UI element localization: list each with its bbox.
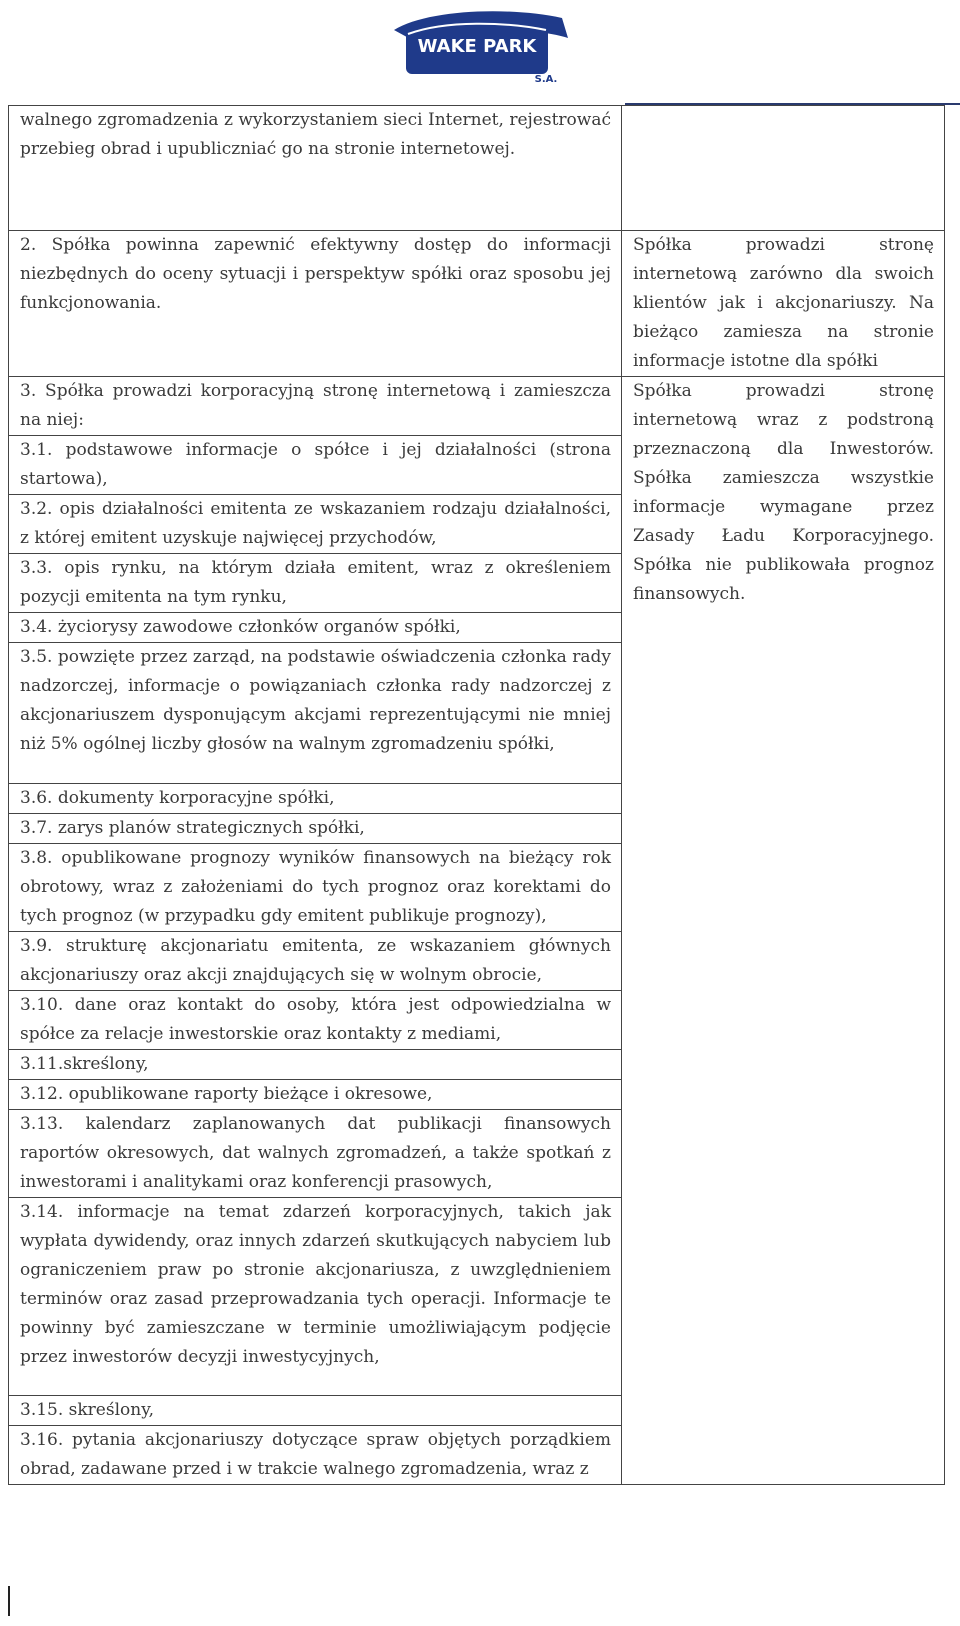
principle-text: 3.6. dokumenty korporacyjne spółki, <box>20 788 335 808</box>
right-cell <box>622 106 945 231</box>
table-row <box>9 106 945 231</box>
principle-text: 3.4. życiorysy zawodowe członków organów spółki, <box>20 617 461 637</box>
company-comment-text: Spółka prowadzi stronę internetową wraz z podstroną przeznaczoną dla Inwestorów. Spółka zamieszcza wszystkie informacje wymagane przez Zasady Ładu Korporacyjnego. Spółka nie publikowała prognoz finansowych. <box>633 381 934 604</box>
principle-text: 3.15. skreślony, <box>20 1400 154 1420</box>
principle-text: 3.11.skreślony, <box>20 1054 149 1074</box>
wake-park-logo <box>386 8 574 86</box>
logo-text: WAKE PARK <box>417 36 537 57</box>
company-comment-text: Spółka prowadzi stronę internetową zarówno dla swoich klientów jak i akcjonariuszy. Na bieżąco zamiesza na stronie informacje istotne dla spółki <box>633 235 934 371</box>
logo-suffix: S.A. <box>534 74 558 85</box>
left-cell <box>9 1198 622 1396</box>
page-edge-mark <box>8 1586 10 1616</box>
left-cell <box>9 1396 622 1426</box>
left-cell <box>9 1110 622 1198</box>
left-cell <box>9 613 622 643</box>
principle-text: 3.14. informacje na temat zdarzeń korporacyjnych, takich jak wypłata dywidendy, oraz innych zdarzeń skutkujących nabyciem lub ograniczeniem praw po stronie akcjonariusza, z uwzględnieniem terminów oraz zasad przeprowadzania tych operacji. Informacje te powinny być zamieszczane w terminie umożliwiającym podjęcie przez inwestorów decyzji inwestycyjnych, <box>20 1202 611 1367</box>
principle-text: 2. Spółka powinna zapewnić efektywny dostęp do informacji niezbędnych do oceny sytuacji i perspektyw spółki oraz sposobu jej funkcjonowania. <box>20 235 611 313</box>
left-cell <box>9 554 622 613</box>
left-cell <box>9 1080 622 1110</box>
left-cell <box>9 814 622 844</box>
left-cell <box>9 643 622 784</box>
principle-text: 3.13. kalendarz zaplanowanych dat publikacji finansowych raportów okresowych, dat walnych zgromadzeń, a także spotkań z inwestorami i analitykami oraz konferencji prasowych, <box>20 1114 611 1192</box>
table-body <box>9 106 945 1485</box>
principle-text: 3.3. opis rynku, na którym działa emitent, wraz z określeniem pozycji emitenta na tym rynku, <box>20 558 611 607</box>
left-cell <box>9 1050 622 1080</box>
principle-text: 3.2. opis działalności emitenta ze wskazaniem rodzaju działalności, z której emitent uzyskuje najwięcej przychodów, <box>20 499 611 548</box>
left-cell <box>9 495 622 554</box>
principle-text: 3.12. opublikowane raporty bieżące i okresowe, <box>20 1084 433 1104</box>
left-cell <box>9 932 622 991</box>
right-cell <box>622 231 945 377</box>
principle-text: 3.5. powzięte przez zarząd, na podstawie oświadczenia członka rady nadzorczej, informacje o powiązaniach członka rady nadzorczej z akcjonariuszem dysponującym akcjami reprezentującymi nie mniej niż 5% ogólnej liczby głosów na walnym zgromadzeniu spółki, <box>20 647 611 754</box>
left-cell <box>9 377 622 436</box>
principle-text: 3. Spółka prowadzi korporacyjną stronę internetową i zamieszcza na niej: <box>20 381 611 430</box>
table-row <box>9 377 945 436</box>
right-cell <box>622 377 945 1485</box>
governance-table <box>8 105 945 1485</box>
principle-text: 3.8. opublikowane prognozy wyników finansowych na bieżący rok obrotowy, wraz z założeniami do tych prognoz oraz korektami do tych prognoz (w przypadku gdy emitent publikuje prognozy), <box>20 848 611 926</box>
principle-text: 3.9. strukturę akcjonariatu emitenta, ze wskazaniem głównych akcjonariuszy oraz akcji znajdujących się w wolnym obrocie, <box>20 936 611 985</box>
left-cell <box>9 436 622 495</box>
principle-text: walnego zgromadzenia z wykorzystaniem sieci Internet, rejestrować przebieg obrad i upubliczniać go na stronie internetowej. <box>20 110 611 159</box>
table-row <box>9 231 945 377</box>
principle-text: 3.10. dane oraz kontakt do osoby, która jest odpowiedzialna w spółce za relacje inwestorskie oraz kontakty z mediami, <box>20 995 611 1044</box>
principle-text: 3.16. pytania akcjonariuszy dotyczące spraw objętych porządkiem obrad, zadawane przed i w trakcie walnego zgromadzenia, wraz z <box>20 1430 611 1479</box>
principle-text: 3.7. zarys planów strategicznych spółki, <box>20 818 365 838</box>
left-cell <box>9 844 622 932</box>
left-cell <box>9 106 622 231</box>
left-cell <box>9 1426 622 1485</box>
left-cell <box>9 991 622 1050</box>
left-cell <box>9 231 622 377</box>
left-cell <box>9 784 622 814</box>
principle-text: 3.1. podstawowe informacje o spółce i jej działalności (strona startowa), <box>20 440 611 489</box>
